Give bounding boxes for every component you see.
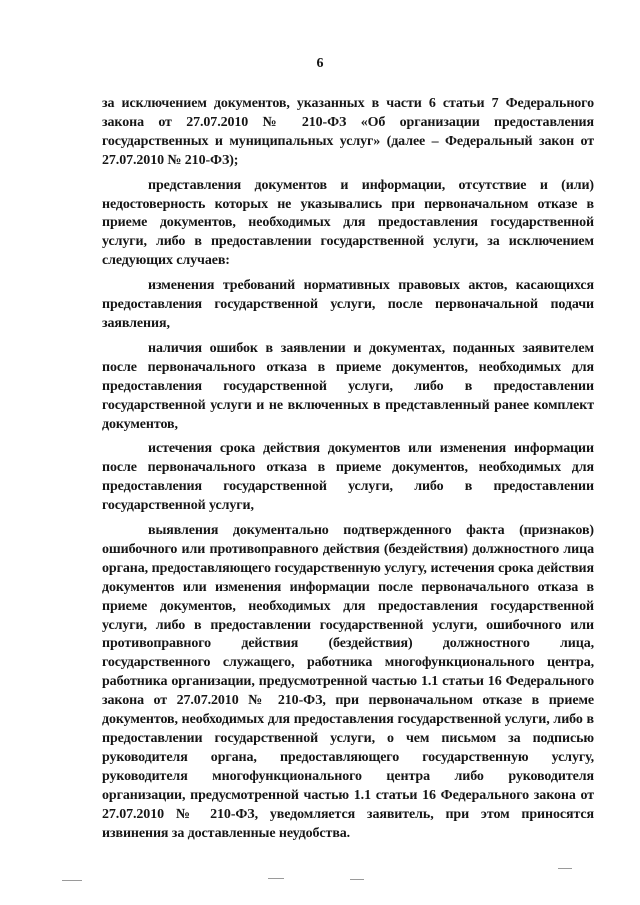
document-body — [102, 95, 594, 843]
scan-mark — [350, 879, 364, 880]
paragraph-detection: выявления документально подтвержденного факта (признаков) ошибочного или противоправного действия (бездействия) должностного лица органа, предоставляющего государственную услугу, истечения срока действия документов или изменения информации после первоначального отказа в приеме документов, необходимых для предоставления государственной услуги, либо в предоставлении государственной услуги, ошибочного или противоправного действия (бездействия) должностного лица, государственного служащего, работника многофункционального центра, работника организации, предусмотренной частью 1.1 статьи 16 Федерального закона от 27.07.2010 № 210-ФЗ, при первоначальном отказе в приеме документов, необходимых для предоставления государственной услуги, либо в предоставлении государственной услуги, о чем письмом за подписью руководителя органа, предоставляющего государственную услугу, руководителя многофункционального центра либо руководителя организации, предусмотренной частью 1.1 статьи 16 Федерального закона от 27.07.2010 № 210-ФЗ, уведомляется заявитель, при этом приносятся извинения за доставленные неудобства. — [102, 523, 594, 841]
paragraph-exclusion: за исключением документов, указанных в части 6 статьи 7 Федерального закона от 27.07.2010 № 210-ФЗ «Об организации предоставления государственных и муниципальных услуг» (далее – Федеральный закон от 27.07.2010 № 210-ФЗ); — [102, 96, 594, 168]
paragraph-documents-info: представления документов и информации, отсутствие и (или) недостоверность которых не указывались при первоначальном отказе в приеме документов, необходимых для предоставления государственной услуги, либо в предоставлении государственной услуги, за исключением следующих случаев: — [102, 177, 594, 269]
scan-mark — [558, 868, 572, 869]
scan-mark — [62, 880, 82, 881]
paragraph-expiration: истечения срока действия документов или изменения информации после первоначального отказа в приеме документов, необходимых для предоставления государственной услуги, либо в предоставлении государственной услуги, — [102, 441, 594, 514]
scan-mark — [268, 878, 284, 879]
paragraph-requirements-change: изменения требований нормативных правовых актов, касающихся предоставления государственной услуги, после первоначальной подачи заявления, — [102, 278, 594, 331]
paragraph-errors: наличия ошибок в заявлении и документах, поданных заявителем после первоначального отказа в приеме документов, необходимых для предоставления государственной услуги, либо в предоставлении государственной услуги и не включенных в представленный ранее комплект документов, — [102, 340, 594, 432]
page-number: 6 — [316, 56, 324, 71]
